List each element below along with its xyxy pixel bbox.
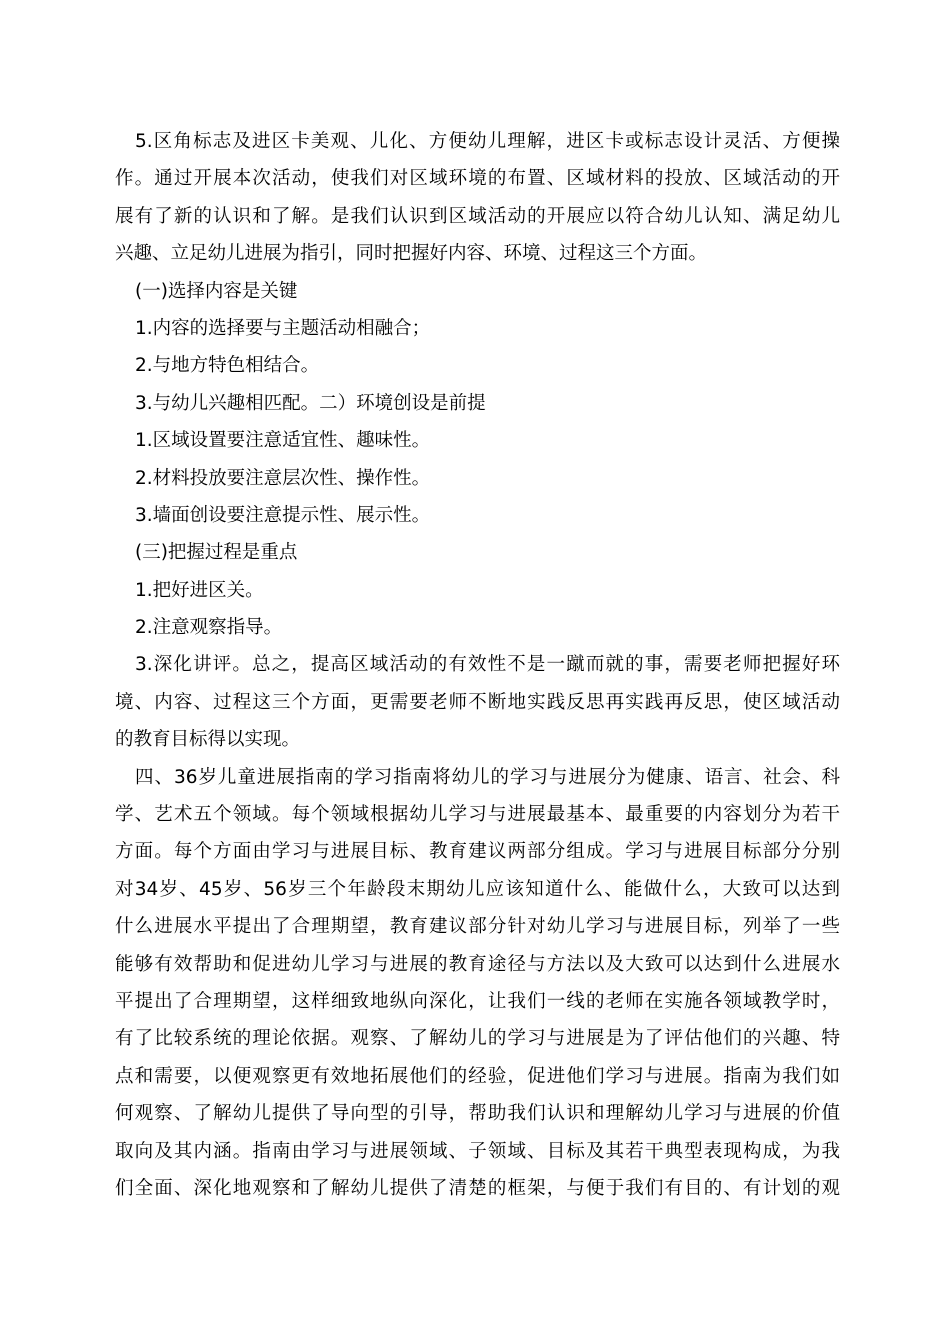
paragraph-line: 能够有效帮助和促进幼儿学习与进展的教育途径与方法以及大致可以达到什么进展水 — [115, 953, 840, 975]
paragraph-line: 学、艺术五个领域。每个领域根据幼儿学习与进展最基本、最重要的内容划分为若干 — [115, 804, 840, 826]
paragraph-line: 何观察、了解幼儿提供了导向型的引导，帮助我们认识和理解幼儿学习与进展的价值 — [115, 1103, 840, 1125]
list-item: 3.与幼儿兴趣相匹配。二）环境创设是前提 — [135, 392, 486, 414]
document-body — [115, 123, 840, 1207]
list-item: 1.把好进区关。 — [135, 579, 264, 601]
section-heading: (三)把握过程是重点 — [135, 542, 298, 564]
paragraph-line: 展有了新的认识和了解。是我们认识到区域活动的开展应以符合幼儿认知、满足幼儿 — [115, 205, 840, 227]
paragraph-line: 取向及其内涵。指南由学习与进展领域、子领域、目标及其若干典型表现构成，为我 — [115, 1140, 840, 1162]
list-item: 2.与地方特色相结合。 — [135, 355, 320, 377]
list-item: 2.注意观察指导。 — [135, 617, 283, 639]
paragraph-line: 有了比较系统的理论依据。观察、了解幼儿的学习与进展是为了评估他们的兴趣、特 — [115, 1028, 840, 1050]
list-item: 3.墙面创设要注意提示性、展示性。 — [135, 504, 431, 526]
paragraph-line: 对34岁、45岁、56岁三个年龄段末期幼儿应该知道什么、能做什么，大致可以达到 — [115, 878, 840, 900]
paragraph-line: 3.深化讲评。总之，提高区域活动的有效性不是一蹴而就的事，需要老师把握好环 — [135, 654, 840, 676]
paragraph-line: 5.区角标志及进区卡美观、儿化、方便幼儿理解，进区卡或标志设计灵活、方便操 — [135, 131, 840, 152]
paragraph-line: 的教育目标得以实现。 — [115, 729, 301, 751]
paragraph-line: 什么进展水平提出了合理期望，教育建议部分针对幼儿学习与进展目标，列举了一些 — [115, 916, 840, 938]
paragraph-line: 作。通过开展本次活动，使我们对区域环境的布置、区域材料的投放、区域活动的开 — [115, 168, 840, 190]
paragraph-line: 方面。每个方面由学习与进展目标、教育建议两部分组成。学习与进展目标部分分别 — [115, 841, 840, 863]
section-heading: (一)选择内容是关键 — [135, 280, 298, 302]
list-item: 2.材料投放要注意层次性、操作性。 — [135, 467, 431, 489]
paragraph-line: 四、36岁儿童进展指南的学习指南将幼儿的学习与进展分为健康、语言、社会、科 — [135, 766, 840, 788]
paragraph-line: 平提出了合理期望，这样细致地纵向深化，让我们一线的老师在实施各领域教学时， — [115, 990, 840, 1012]
paragraph-line: 们全面、深化地观察和了解幼儿提供了清楚的框架，与便于我们有目的、有计划的观 — [115, 1177, 840, 1199]
paragraph-line: 境、内容、过程这三个方面，更需要老师不断地实践反思再实践再反思，使区域活动 — [115, 691, 840, 713]
list-item: 1.区域设置要注意适宜性、趣味性。 — [135, 430, 431, 452]
paragraph-line: 点和需要，以便观察更有效地拓展他们的经验，促进他们学习与进展。指南为我们如 — [115, 1065, 840, 1087]
list-item: 1.内容的选择要与主题活动相融合； — [135, 317, 431, 339]
paragraph-line: 兴趣、立足幼儿进展为指引，同时把握好内容、环境、过程这三个方面。 — [115, 243, 708, 265]
